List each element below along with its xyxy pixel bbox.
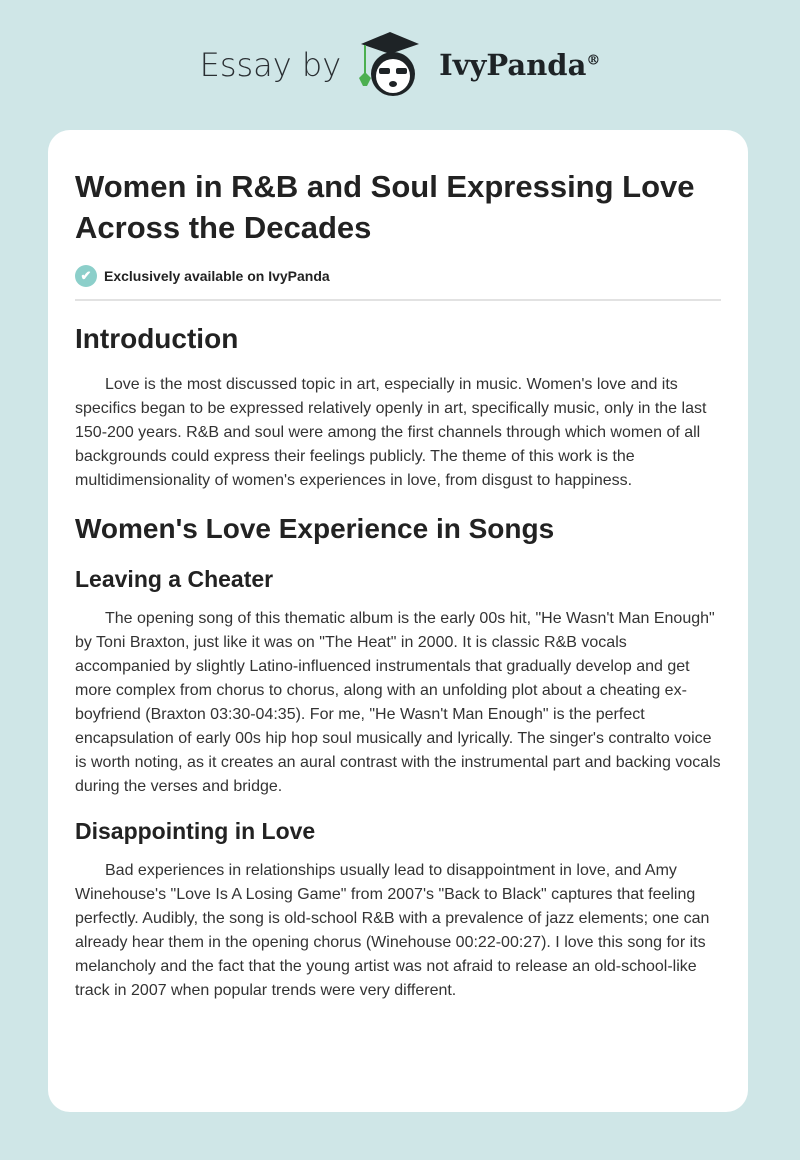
subsection-heading: Disappointing in Love: [75, 818, 316, 844]
badge-text: Exclusively available on IvyPanda: [104, 268, 330, 284]
paragraph: Bad experiences in relationships usually lead to disappointment in love, and Amy Winehouse's "Love Is A Losing Game" from 2007's "Back to Black" captures that feeling perfectly. Audibly, the song is old-school R&B with a prevalence of jazz elements; one can already hear them in the opening chorus (Winehouse 00:22-00:27). I love this song for its melancholy and the fact that the young artist was not afraid to release an old-school-like track in 2007 when popular trends were very different.: [75, 862, 710, 999]
divider: [75, 299, 721, 301]
section-heading: Introduction: [75, 323, 239, 354]
essay-by-label: Essay by: [199, 46, 342, 84]
exclusive-badge: [75, 265, 721, 287]
subsection-heading: Leaving a Cheater: [75, 566, 274, 592]
site-logo[interactable]: [0, 30, 800, 100]
essay-card: [48, 130, 748, 1112]
paragraph: The opening song of this thematic album is the early 00s hit, "He Wasn't Man Enough" by Toni Braxton, just like it was on "The Heat" in 2000. It is classic R&B vocals accompanied by slightly Latino-influenced instrumentals that gradually develop and get more complex from chorus to chorus, along with an unfolding plot about a cheating ex-boyfriend (Braxton 03:30-04:35). For me, "He Wasn't Man Enough" is the perfect encapsulation of early 00s hip hop soul musically and lyrically. The singer's contralto voice is worth noting, as it creates an aural contrast with the instrumental part and backing vocals during the verses and bridge.: [75, 610, 721, 795]
section-heading: Women's Love Experience in Songs: [75, 513, 555, 544]
check-icon: ✔: [75, 265, 97, 287]
brand-text: IvyPanda: [439, 48, 587, 82]
panda-logo-icon: [355, 30, 425, 100]
page-title: Women in R&B and Soul Expressing Love Across the Decades: [75, 169, 695, 245]
brand-name: [439, 48, 600, 82]
registered-mark: ®: [586, 52, 601, 69]
paragraph: Love is the most discussed topic in art, especially in music. Women's love and its specifics began to be expressed relatively openly in art, specifically music, only in the last 150-200 years. R&B and soul were among the first channels through which women of all backgrounds could express their feelings publicly. The theme of this work is the multidimensionality of women's experiences in love, from disgust to happiness.: [75, 376, 707, 489]
